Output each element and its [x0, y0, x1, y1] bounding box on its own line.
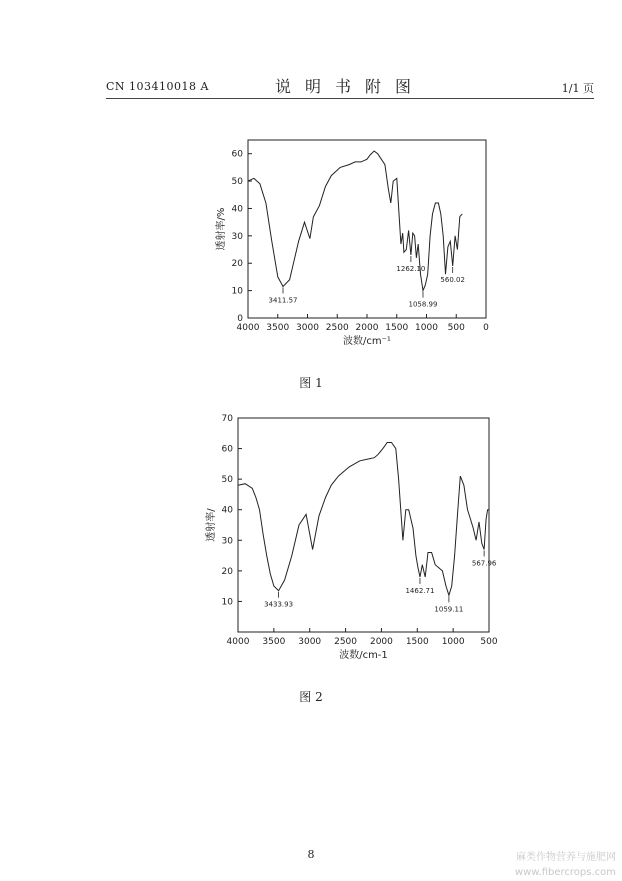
chart-0-frame — [248, 140, 486, 318]
chart-1-x-tick-label: 2000 — [369, 637, 393, 647]
chart-0-y-tick-label: 40 — [231, 204, 243, 215]
chart-1-x-tick-label: 1000 — [441, 637, 465, 647]
chart-1-x-tick-label: 1500 — [405, 637, 429, 647]
chart-0-x-tick-label: 2500 — [325, 323, 349, 333]
chart-0-y-tick-label: 60 — [231, 149, 243, 160]
figure-1-caption: 图 1 — [299, 376, 323, 390]
patent-number: CN 103410018 A — [106, 80, 209, 93]
chart-0-x-tick-label: 3500 — [266, 323, 290, 333]
chart-0-peak-label: 1262.10 — [396, 265, 426, 274]
chart-1-peak-label: 567.96 — [471, 559, 497, 568]
chart-1-frame — [238, 418, 489, 632]
chart-0-y-tick-label: 30 — [231, 231, 243, 242]
chart-1-x-axis-label: 波数/cm-1 — [339, 650, 388, 661]
watermark-line-2: www.fibercrops.com — [514, 867, 616, 878]
chart-0-x-tick-label: 500 — [447, 323, 465, 333]
chart-0-series-line — [248, 151, 462, 291]
chart-0-y-tick-label: 0 — [237, 314, 243, 324]
chart-0-x-tick-label: 2000 — [355, 323, 379, 333]
chart-1-peak-label: 1059.11 — [434, 605, 464, 614]
chart-0-peak-label: 1058.99 — [408, 300, 438, 309]
page-of: 1/1 页 — [561, 82, 594, 95]
chart-1-y-tick-label: 70 — [221, 414, 233, 424]
chart-1-x-tick-label: 3500 — [262, 637, 286, 647]
chart-0-x-axis-label: 波数/cm⁻¹ — [343, 336, 391, 347]
chart-1-x-tick-label: 500 — [480, 637, 498, 647]
page-number: 8 — [307, 848, 315, 861]
chart-0-x-tick-label: 3000 — [296, 323, 319, 333]
chart-1-x-tick-label: 4000 — [226, 637, 250, 647]
chart-1-y-tick-label: 60 — [221, 444, 233, 455]
chart-0-y-tick-label: 20 — [231, 259, 243, 270]
chart-0-peak-label: 560.02 — [440, 275, 465, 284]
watermark — [515, 850, 616, 880]
chart-1-y-tick-label: 40 — [221, 505, 233, 516]
chart-0-y-axis-label: 透射率/% — [216, 207, 227, 251]
header-rule — [106, 98, 594, 99]
chart-0-x-tick-label: 1000 — [415, 323, 438, 333]
chart-1-x-tick-label: 2500 — [334, 637, 358, 647]
page-header — [106, 74, 594, 96]
chart-0-x-tick-label: 0 — [483, 323, 489, 333]
chart-1-y-axis-label: 透射率/ — [206, 508, 217, 542]
chart-1-y-tick-label: 20 — [221, 566, 233, 577]
chart-0-y-tick-label: 10 — [231, 286, 243, 297]
watermark-line-1: 麻类作物营养与施肥网 — [516, 852, 616, 863]
chart-1-y-tick-label: 30 — [221, 536, 233, 547]
chart-1-y-tick-label: 50 — [221, 475, 233, 486]
section-title: 说明书附图 — [274, 77, 425, 96]
figure-2-caption: 图 2 — [299, 690, 323, 704]
chart-0-y-tick-label: 50 — [231, 177, 243, 188]
chart-0-x-tick-label: 4000 — [236, 323, 260, 333]
chart-0-x-tick-label: 1500 — [385, 323, 409, 333]
chart-1-series-line — [238, 443, 489, 596]
chart-1-peak-label: 3433.93 — [264, 600, 294, 609]
chart-1-peak-label: 1462.71 — [405, 586, 435, 595]
chart-1-x-tick-label: 3000 — [298, 637, 322, 647]
chart-0-peak-label: 3411.57 — [268, 296, 298, 305]
chart-1-y-tick-label: 10 — [221, 597, 233, 608]
